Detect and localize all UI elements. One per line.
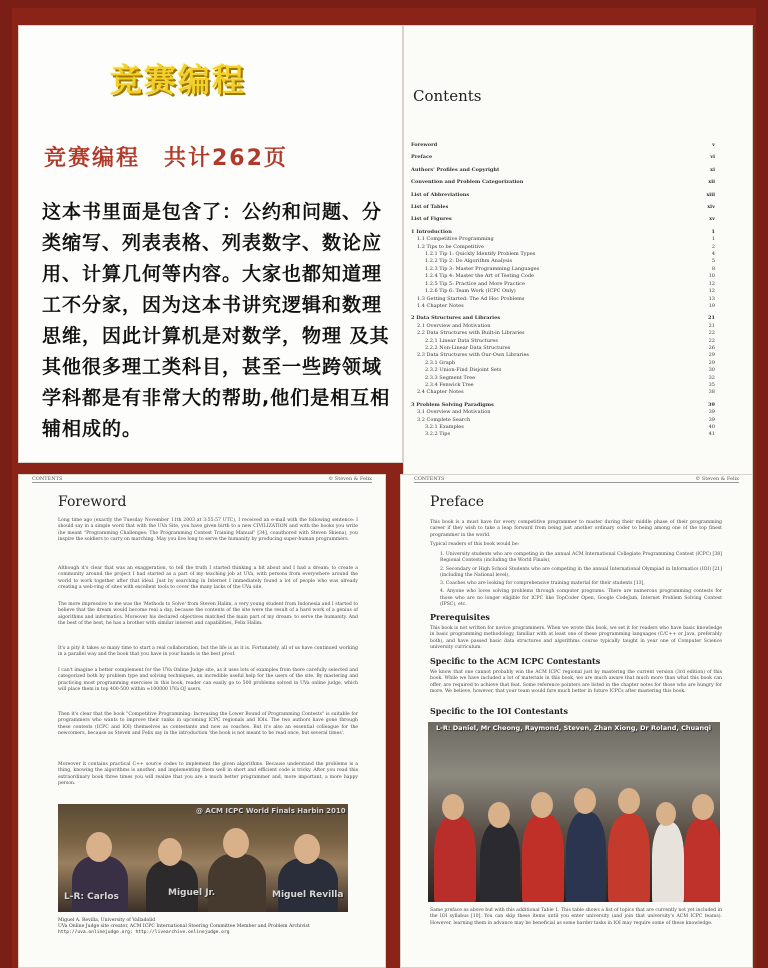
- toc-entry[interactable]: [411, 179, 715, 186]
- photo-person: [208, 854, 266, 912]
- toc-entry-label: 2.2.1 Linear Data Structures: [425, 337, 498, 344]
- caption-links[interactable]: http://uva.onlinejudge.org; http://livearchive.onlinejudge.org: [58, 930, 230, 935]
- readers-list: [430, 552, 722, 610]
- icpc-text: We know that one cannot probably win the ACM ICPC regional just by mastering the current version (3rd edition) of this book. While we have included a lot of materials in this book, we are much aware that much more than what this book can offer, are required to achieve that feat. Some reference pointers are listed in the chapter notes for those who are hungry for more. We believe, however, that your team would fare much better in future ICPCs after mastering this book.: [430, 670, 722, 694]
- toc-entry[interactable]: [411, 367, 715, 374]
- contents-heading: Contents: [413, 87, 482, 105]
- toc-entry[interactable]: [411, 375, 715, 382]
- toc-entry-page: 41: [708, 431, 715, 438]
- toc-entry-page: 29: [708, 352, 715, 359]
- toc-entry[interactable]: [411, 229, 715, 236]
- foreword-paragraph: Moreover it contains practical C++ source codes to implement the given algorithms. Because understand the problems is a thing, knowing the algorithms is another, and implementing them well in short and efficient code is tricky. After you read this extraordinary book three times you will realize that you are a much better programmer and, more important, a more happy person.: [58, 762, 358, 786]
- photo-person: [684, 818, 720, 902]
- toc-entry-page: 26: [708, 344, 715, 351]
- toc-entry-page: v: [712, 142, 715, 148]
- toc-entry[interactable]: [411, 273, 715, 280]
- prerequisites-heading: Prerequisites: [430, 612, 490, 622]
- photo-person: [72, 856, 128, 912]
- toc-entry-label: 3.2.2 Tips: [425, 431, 451, 438]
- toc-entry[interactable]: [411, 360, 715, 367]
- toc-entry-label: 3.2.1 Examples: [425, 424, 464, 430]
- toc-entry[interactable]: [411, 142, 715, 149]
- toc-entry-page: 32: [708, 374, 715, 381]
- table-of-contents: [411, 137, 715, 439]
- promo-card: [18, 25, 403, 463]
- toc-entry-page: xiii: [706, 191, 715, 198]
- ioi-photo: [428, 722, 720, 902]
- toc-entry[interactable]: [411, 154, 715, 161]
- running-header-right: © Steven & Felix: [695, 476, 739, 482]
- toc-entry-label: 1.2.3 Tip 3: Master Programming Languages: [425, 265, 540, 272]
- toc-entry-page: 22: [708, 330, 715, 337]
- running-header-right: © Steven & Felix: [328, 476, 372, 482]
- toc-entry-label: 1.2.6 Tip 6: Team Work (ICPC Only): [425, 288, 516, 295]
- toc-entry-label: 2.3.3 Segment Tree: [425, 374, 476, 381]
- toc-entry-label: List of Abbreviations: [411, 191, 470, 198]
- ioi-text: Same preface as above but with this additional Table 1. This table shows a list of topics that are currently not yet included in the IOI syllabus [10]. You can skip these items until you enter university (and join that university's ACM ICPC teams). However, learning them in advance may be beneficial as some harder tasks in IOI may require some of these knowledge.: [430, 908, 722, 926]
- toc-entry-page: 1: [711, 236, 715, 243]
- toc-entry-label: 2.1 Overview and Motivation: [417, 322, 491, 329]
- photo-person: [278, 858, 338, 912]
- list-item: 3. Coaches who are looking for comprehensive training material for their students [13],: [440, 581, 645, 587]
- photo-person: [652, 822, 684, 902]
- foreword-paragraph: It's a pity it takes so many time to start a real collaboration, but the life is as it is. Fortunately, all of us have continued working in a parallel way and the book that you have in your hands is the best proof.: [58, 646, 358, 658]
- toc-entry[interactable]: [411, 236, 715, 243]
- photo-person-head: [692, 794, 714, 820]
- toc-entry[interactable]: [411, 402, 715, 409]
- photo-person-head: [574, 788, 596, 814]
- photo-person-head: [294, 834, 320, 864]
- foreword-paragraph: Then it's clear that the book "Competitive Programming: Increasing the Lower Bound of Programming Contests" is suitable for programmers who wants to improve their ranks in upcoming ICPC regionals and IOIs. The two authors have gone through these contests (ICPC and IOI) themselves as contestants and now as coaches. But it's also an essential colleague for the newcomers, because as Steven and Felix say in the introduction 'the book is not meant to be read once, but several times'.: [58, 712, 358, 736]
- toc-entry[interactable]: [411, 167, 715, 174]
- photo-person-head: [488, 802, 510, 828]
- photo-person-head: [442, 794, 464, 820]
- toc-entry[interactable]: [411, 323, 715, 330]
- toc-entry[interactable]: [411, 288, 715, 295]
- photo-name-label: L-R: Daniel, Mr Cheong, Raymond, Steven, Zhan Xiong, Dr Roland, Chuanqi: [436, 724, 712, 732]
- caption-name: Miguel A. Revilla, University of Valladolid: [58, 918, 156, 923]
- toc-entry-page: 30: [708, 367, 715, 374]
- list-item: 4. Anyone who loves solving problems through computer programs. There are numerous programming contests for those who are no longer eligible for ICPC like TopCoder Open, Google CodeJam, Internet Problem Solving Contest (IPSC), etc.: [440, 589, 722, 608]
- toc-entry-page: 35: [708, 381, 715, 388]
- toc-entry[interactable]: [411, 345, 715, 352]
- toc-entry-label: 2.3.1 Graph: [425, 359, 456, 366]
- toc-entry-page: 39: [708, 416, 715, 423]
- toc-entry-label: Foreword: [411, 142, 438, 148]
- photo-person: [480, 822, 520, 902]
- foreword-page: [18, 474, 386, 968]
- toc-entry-label: 2.3 Data Structures with Our-Own Libraries: [417, 352, 529, 359]
- toc-entry[interactable]: [411, 417, 715, 424]
- toc-entry[interactable]: [411, 315, 715, 322]
- toc-entry-page: 5: [711, 258, 715, 265]
- toc-entry-page: 2: [711, 243, 715, 250]
- photo-person: [434, 816, 476, 902]
- toc-entry-label: Authors' Profiles and Copyright: [411, 166, 500, 173]
- photo-name-label: Miguel Jr.: [168, 888, 216, 898]
- toc-entry[interactable]: [411, 204, 715, 211]
- toc-entry-label: Preface: [411, 154, 433, 161]
- toc-entry[interactable]: [411, 192, 715, 199]
- photo-name-label: L-R: Carlos: [64, 892, 119, 902]
- toc-entry-label: 3 Problem Solving Paradigms: [411, 401, 494, 408]
- toc-entry-label: List of Tables: [411, 204, 449, 211]
- toc-entry[interactable]: [411, 382, 715, 389]
- toc-entry[interactable]: [411, 431, 715, 438]
- photo-person: [522, 814, 564, 902]
- toc-entry[interactable]: [411, 251, 715, 258]
- toc-entry[interactable]: [411, 424, 715, 431]
- toc-entry-page: xii: [708, 179, 715, 186]
- running-header-left: CONTENTS: [414, 476, 445, 482]
- toc-entry-page: 1: [711, 228, 715, 235]
- photo-person: [608, 814, 650, 902]
- toc-entry-page: 29: [708, 359, 715, 366]
- toc-entry[interactable]: [411, 303, 715, 310]
- toc-entry-label: 3.2 Complete Search: [417, 416, 471, 423]
- toc-entry[interactable]: [411, 296, 715, 303]
- ioi-heading: Specific to the IOI Contestants: [430, 706, 568, 716]
- toc-entry[interactable]: [411, 330, 715, 337]
- running-header-left: CONTENTS: [32, 476, 63, 482]
- photo-person: [566, 812, 606, 902]
- photo-person-head: [618, 788, 640, 814]
- toc-entry[interactable]: [411, 409, 715, 416]
- preface-heading: Preface: [430, 494, 485, 510]
- list-item: 2. Secondary or High School Students who are competing in the annual International Olympiad in Informatics (IOI) [21] (including the National level),: [440, 566, 722, 578]
- toc-entry-page: 12: [708, 288, 715, 295]
- photo-person-head: [531, 792, 553, 818]
- readers-label: Typical readers of this book would be:: [430, 542, 520, 547]
- photo-name-label: Miguel Revilla: [272, 890, 344, 900]
- running-header: [414, 476, 739, 483]
- toc-entry-page: 12: [708, 280, 715, 287]
- toc-entry[interactable]: [411, 244, 715, 251]
- list-item: 1. University students who are competing in the annual ACM International Collegiate Programming Contest (ICPC) [38] Regional Contests (including the World Finals),: [440, 552, 722, 564]
- toc-entry-page: xv: [709, 216, 715, 223]
- photo-title: @ ACM ICPC World Finals Harbin 2010: [196, 807, 346, 815]
- photo-caption: [58, 918, 358, 936]
- toc-entry-label: 2.4 Chapter Notes: [417, 389, 464, 396]
- toc-entry-page: 39: [708, 401, 715, 408]
- toc-entry-label: 1.2 Tips to be Competitive: [417, 243, 484, 250]
- caption-role: UVa Online Judge site creator, ACM ICPC International Steering Committee Member and Problem Archivist: [58, 924, 310, 929]
- toc-entry-label: Convention and Problem Categorization: [411, 179, 524, 186]
- photo-person: [146, 860, 198, 912]
- toc-entry-label: 1.2.2 Tip 2: Do Algorithm Analysis: [425, 258, 513, 265]
- toc-entry[interactable]: [411, 352, 715, 359]
- toc-entry-label: 2.3.4 Fenwick Tree: [425, 381, 474, 388]
- toc-entry-label: List of Figures: [411, 216, 452, 223]
- toc-entry-label: 2.3.2 Union-Find Disjoint Sets: [425, 367, 502, 374]
- photo-person-head: [86, 832, 112, 862]
- photo-person-head: [158, 838, 182, 866]
- toc-entry-page: 13: [708, 295, 715, 302]
- photo-person-head: [223, 828, 249, 858]
- photo-person-head: [656, 802, 676, 826]
- foreword-paragraph: I can't imagine a better complement for the UVa Online Judge site, as it uses lots of examples from there carefully selected and categorized both by problem type and solving techniques, an incredible useful help for the users of the site. By mastering and practicing most programming exercises in this book, reader can easily go to 500 problems solved in UVa online judge, which will place them in top 400-500 within ≈100000 UVa OJ users.: [58, 668, 358, 692]
- foreword-paragraph: Although it's clear that was an exaggeration, to tell the truth I started thinking a bit about and I had a dream: to create a community around the project I had started as a part of my teaching job at UVa, with persons from everywhere around the world to work together after that ideal. Just by searching in Internet I immediately found a lot of people who was already creating a web-ring of sites with excellent tools to cover the many lacks of the UVa site.: [58, 566, 358, 590]
- toc-entry-page: 38: [708, 389, 715, 396]
- foreword-paragraph: The more impressive to me was the 'Methods to Solve' from Steven Halim, a very young student from Indonesia and I started to believe that the dream would become real a day, because the contents of the site were the result of a hard work of a genius of algorithms and informatics. Moreover his declared objectives matched the main part of my dream: to serve the humanity. And the best of the best, he has a brother with similar interest and capabilities, Felix Halim.: [58, 602, 358, 626]
- promo-subtitle: 竞赛编程 共计262页: [44, 146, 288, 171]
- toc-entry[interactable]: [411, 281, 715, 288]
- toc-entry-page: 10: [708, 273, 715, 280]
- toc-entry[interactable]: [411, 338, 715, 345]
- toc-entry-page: 8: [711, 265, 715, 272]
- toc-entry-page: 21: [708, 322, 715, 329]
- icpc-heading: Specific to the ACM ICPC Contestants: [430, 656, 601, 666]
- toc-entry-page: 22: [708, 337, 715, 344]
- promo-description: 这本书里面是包含了：公约和问题、分类缩写、列表表格、列表数字、数论应用、计算几何等内容。大家也都知道理工不分家，因为这本书讲究逻辑和数理思维，因此计算机是对数学，物理 及其其他很多理工类科目，甚至一些跨领域学科都是有非常大的帮助,他们是相互相辅相成的。: [42, 201, 391, 440]
- toc-entry-label: 2 Data Structures and Libraries: [411, 315, 501, 322]
- prerequisites-text: This book is not written for novice programmers. When we wrote this book, we set it for readers who have basic knowledge in basic programming methodology, familiar with at least one of these programming languages (C/C++ or Java, preferably both), and have passed basic data structures and algorithms course typically taught in year one of Computer Science university curriculum.: [430, 626, 722, 650]
- toc-entry-label: 3.1 Overview and Motivation: [417, 409, 491, 416]
- promo-title: 竞赛编程: [110, 61, 247, 99]
- foreword-heading: Foreword: [58, 494, 127, 510]
- toc-entry-page: vi: [710, 154, 715, 161]
- toc-entry[interactable]: [411, 216, 715, 223]
- running-header: [32, 476, 372, 483]
- toc-entry-label: 2.2.2 Non-Linear Data Structures: [425, 344, 511, 351]
- toc-entry-page: 19: [708, 302, 715, 309]
- toc-entry-label: 1.2.4 Tip 4: Master the Art of Testing Code: [425, 273, 535, 280]
- toc-entry-page: xi: [710, 166, 715, 173]
- toc-entry-page: 40: [708, 424, 715, 430]
- toc-entry-label: 2.2 Data Structures with Built-in Libraries: [417, 330, 525, 337]
- toc-entry-page: 21: [708, 315, 715, 322]
- toc-entry-label: 1.2.5 Tip 5: Practice and More Practice: [425, 280, 525, 287]
- contents-page: [403, 25, 753, 475]
- toc-entry[interactable]: [411, 389, 715, 396]
- toc-entry-page: xiv: [707, 204, 715, 211]
- foreword-paragraph: Long time ago (exactly the Tuesday November 11th 2003 at 3:55:57 UTC), I received an e-mail with the following sentence: I should say in a simple word that with the UVa Site, you have given birth to a new CIVILIZATION and with the books you write (he meant "Programming Challenges: The Programming Contest Training Manual" [34], coauthored with Steven Skiena), you inspire the soldiers to carry on marching. May you live long to serve the humanity by producing super-human programmers.: [58, 518, 358, 542]
- preface-page: [400, 474, 753, 968]
- toc-entry-label: 1.3 Getting Started: The Ad Hoc Problems: [417, 295, 525, 302]
- toc-entry[interactable]: [411, 266, 715, 273]
- foreword-photo: [58, 804, 348, 912]
- toc-entry-label: 1.4 Chapter Notes: [417, 302, 464, 309]
- toc-entry-page: 4: [711, 251, 715, 258]
- toc-entry-label: 1 Introduction: [411, 228, 452, 235]
- preface-intro: This book is a must have for every competitive programmer to master during their middle phase of their programming career if they wish to take a leap forward from being just another ordinary coder to being among one of the top finest programmer in the world.: [430, 520, 722, 538]
- toc-entry[interactable]: [411, 258, 715, 265]
- toc-entry-label: 1.2.1 Tip 1: Quickly Identify Problem Types: [425, 251, 536, 258]
- toc-entry-label: 1.1 Competitive Programming: [417, 236, 494, 243]
- toc-entry-page: 39: [708, 409, 715, 416]
